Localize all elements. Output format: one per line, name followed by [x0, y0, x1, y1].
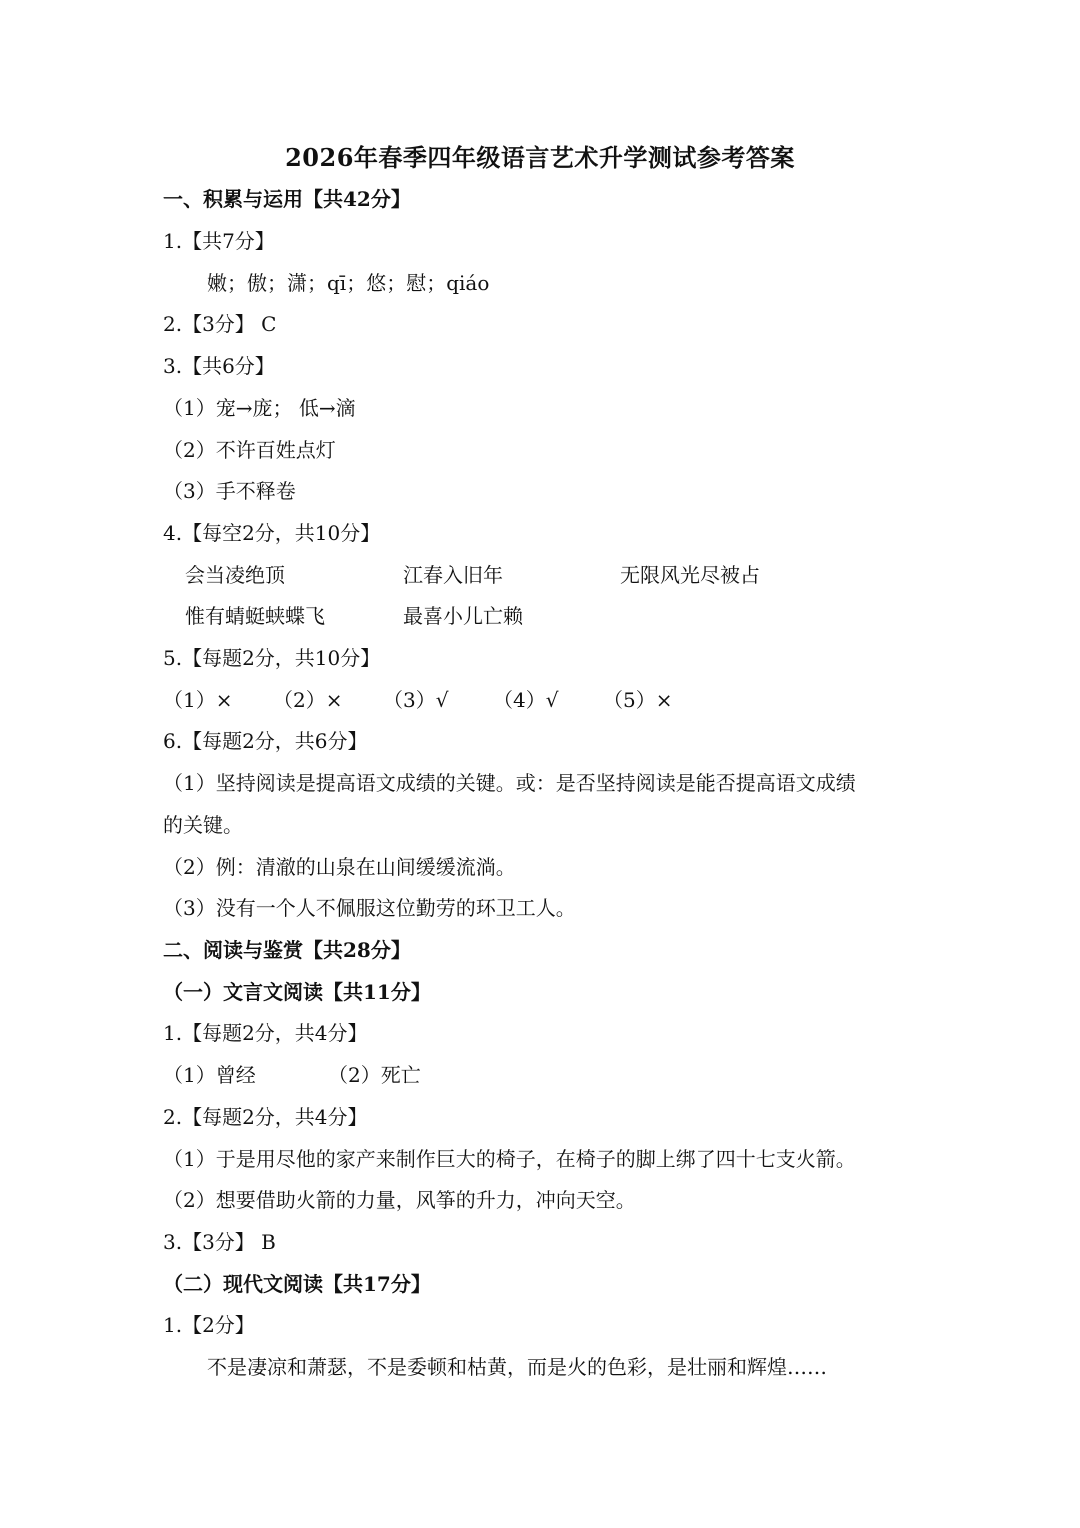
judgement-answer: （3）√	[383, 688, 449, 712]
poem-answer: 惟有蜻蜓蛱蝶飞	[185, 604, 325, 628]
answer-text: 嫩；傲；潇；qī；悠；慰；qiáo	[207, 271, 490, 295]
answer-text: 不是凄凉和萧瑟，不是委顿和枯黄，而是火的色彩，是壮丽和辉煌……	[207, 1355, 827, 1379]
answer-text: （2）不许百姓点灯	[163, 438, 336, 462]
judgement-answer: （5）×	[603, 688, 673, 712]
poem-answer: 会当凌绝顶	[185, 563, 285, 587]
question-label: 2.【每题2分，共4分】	[163, 1105, 368, 1129]
answer-text: （3）没有一个人不佩服这位勤劳的环卫工人。	[163, 896, 576, 920]
judgement-answer: （4）√	[493, 688, 559, 712]
answer-text: （2）死亡	[328, 1063, 421, 1087]
subsection-heading: （一）文言文阅读【共11分】	[163, 980, 431, 1004]
question-label: 6.【每题2分，共6分】	[163, 729, 368, 753]
judgement-answer: （1）×	[163, 688, 233, 712]
answer-text: （1）宠→庞； 低→滴	[163, 396, 356, 420]
poem-answer: 无限风光尽被占	[620, 563, 760, 587]
answer-text: （1）曾经	[163, 1063, 256, 1087]
answer-text: （2）例：清澈的山泉在山间缓缓流淌。	[163, 855, 516, 879]
question-label: 1.【每题2分，共4分】	[163, 1021, 368, 1045]
answer-text: （1）坚持阅读是提高语文成绩的关键。或：是否坚持阅读是能否提高语文成绩	[163, 771, 856, 795]
question-label: 5.【每题2分，共10分】	[163, 646, 381, 670]
question-label: 4.【每空2分，共10分】	[163, 521, 381, 545]
section-heading-part2: 二、阅读与鉴赏【共28分】	[163, 938, 411, 962]
document-title: 2026年春季四年级语言艺术升学测试参考答案	[285, 143, 795, 172]
answer-text: （2）想要借助火箭的力量，风筝的升力，冲向天空。	[163, 1188, 636, 1212]
question-label: 3.【3分】 B	[163, 1230, 276, 1254]
poem-answer: 江春入旧年	[403, 563, 503, 587]
question-label: 3.【共6分】	[163, 354, 275, 378]
section-heading-part1: 一、积累与运用【共42分】	[163, 187, 411, 211]
answer-text: （3）手不释卷	[163, 479, 296, 503]
poem-answer: 最喜小儿亡赖	[403, 604, 523, 628]
question-label: 1.【共7分】	[163, 229, 275, 253]
subsection-heading: （二）现代文阅读【共17分】	[163, 1272, 431, 1296]
question-label: 2.【3分】 C	[163, 312, 277, 336]
judgement-answer: （2）×	[273, 688, 343, 712]
answer-text: 的关键。	[163, 813, 243, 837]
question-label: 1.【2分】	[163, 1313, 255, 1337]
answer-text: （1）于是用尽他的家产来制作巨大的椅子，在椅子的脚上绑了四十七支火箭。	[163, 1147, 856, 1171]
